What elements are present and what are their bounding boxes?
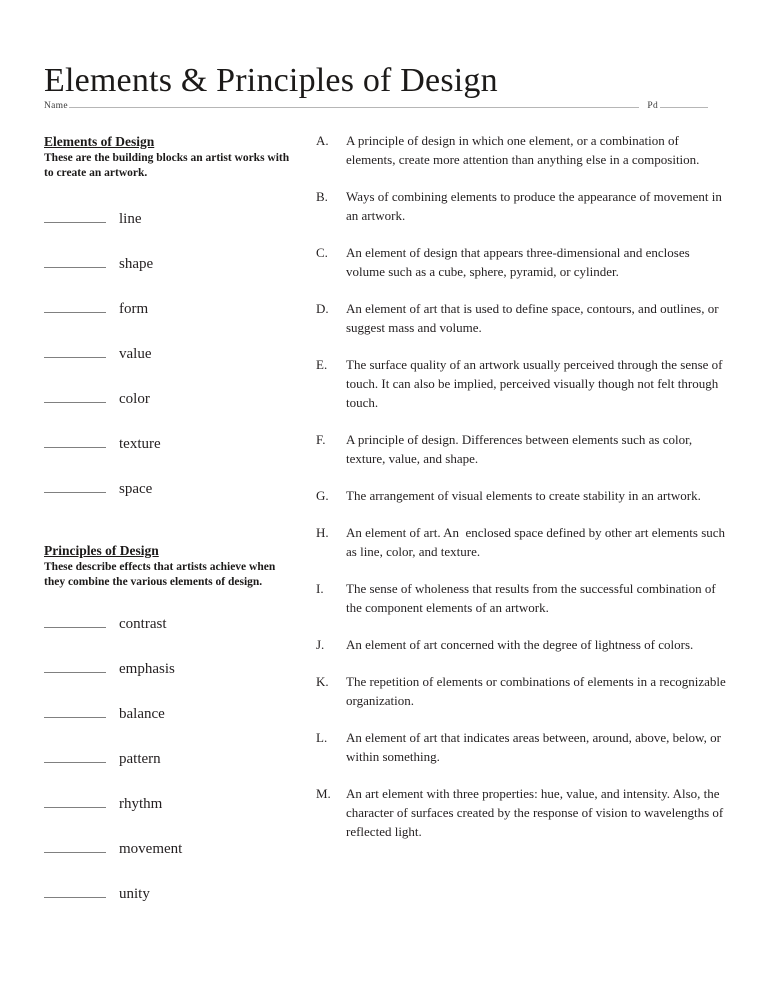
principle-term-label: pattern: [119, 751, 161, 767]
element-term-answer-blank[interactable]: [44, 389, 106, 403]
definition-item: [316, 299, 726, 337]
principles-section: [44, 542, 296, 929]
principle-term-answer-blank[interactable]: [44, 704, 106, 718]
principle-term-label: emphasis: [119, 661, 175, 677]
definition-item: [316, 579, 726, 617]
definition-item: [316, 430, 726, 468]
definition-letter: B.: [316, 189, 328, 204]
element-term-row: [44, 479, 296, 524]
element-term-answer-blank[interactable]: [44, 434, 106, 448]
definition-letter: L.: [316, 730, 328, 745]
definition-text: An element of art that indicates areas between, around, above, below, or within something.: [346, 730, 725, 764]
name-label: Name: [44, 101, 68, 111]
definition-item: [316, 728, 726, 766]
definition-item: [316, 187, 726, 225]
principle-term-label: contrast: [119, 616, 167, 632]
element-term-answer-blank[interactable]: [44, 344, 106, 358]
principle-term-answer-blank[interactable]: [44, 614, 106, 628]
definition-text: An element of art concerned with the degree of lightness of colors.: [346, 637, 694, 652]
definition-letter: K.: [316, 674, 329, 689]
definition-letter: G.: [316, 488, 329, 503]
element-term-label: line: [119, 211, 142, 227]
definition-letter: I.: [316, 581, 324, 596]
definition-text: An element of art that is used to define space, contours, and outlines, or suggest mass and volume.: [346, 301, 722, 335]
period-label: Pd: [647, 101, 658, 111]
definition-text: The sense of wholeness that results from the successful combination of the component elements of an artwork.: [346, 581, 719, 615]
element-term-row: [44, 254, 296, 299]
element-term-label: form: [119, 301, 149, 317]
definition-text: The surface quality of an artwork usually perceived through the sense of touch. It can also be implied, perceived visually though not felt through touch.: [346, 357, 726, 410]
definition-item: [316, 486, 726, 505]
definition-item: [316, 131, 726, 169]
principles-description: These describe effects that artists achieve when they combine the various elements of design.: [44, 561, 276, 588]
element-term-answer-blank[interactable]: [44, 209, 106, 223]
element-term-answer-blank[interactable]: [44, 299, 106, 313]
principle-term-label: movement: [119, 841, 183, 857]
element-term-row: [44, 209, 296, 254]
element-term-row: [44, 389, 296, 434]
definition-text: A principle of design. Differences between elements such as color, texture, value, and shape.: [346, 432, 696, 466]
definition-text: The repetition of elements or combinations of elements in a recognizable organization.: [346, 674, 730, 708]
definitions-column: [316, 131, 730, 859]
definition-text: An art element with three properties: hue, value, and intensity. Also, the character of surfaces created by the response of vision to wavelengths of reflected light.: [346, 786, 727, 839]
definition-letter: H.: [316, 525, 329, 540]
principle-term-label: unity: [119, 886, 150, 902]
name-input-line[interactable]: [69, 96, 639, 108]
elements-section: [44, 133, 296, 524]
principles-term-list: [44, 614, 296, 929]
definition-item: [316, 523, 729, 561]
elements-description: These are the building blocks an artist works with to create an artwork.: [44, 152, 290, 179]
definition-item: [316, 635, 726, 654]
element-term-label: shape: [119, 256, 154, 272]
definition-letter: C.: [316, 245, 328, 260]
elements-heading: Elements of Design: [44, 134, 155, 149]
definition-text: A principle of design in which one element, or a combination of elements, create more attention than anything else in a composition.: [346, 133, 700, 167]
definition-text: An element of design that appears three-dimensional and encloses volume such as a cube, sphere, pyramid, or cylinder.: [346, 245, 693, 279]
element-term-label: space: [119, 481, 153, 497]
principle-term-row: [44, 659, 296, 704]
definition-letter: A.: [316, 133, 329, 148]
principle-term-answer-blank[interactable]: [44, 749, 106, 763]
principle-term-row: [44, 704, 296, 749]
elements-term-list: [44, 209, 296, 524]
principle-term-label: rhythm: [119, 796, 163, 812]
definition-letter: E.: [316, 357, 328, 372]
definition-item: [316, 243, 726, 281]
principle-term-answer-blank[interactable]: [44, 794, 106, 808]
definition-text: The arrangement of visual elements to create stability in an artwork.: [346, 488, 701, 503]
definition-letter: J.: [316, 637, 325, 652]
principle-term-row: [44, 749, 296, 794]
terms-column: [44, 133, 296, 929]
student-info-row: [44, 96, 708, 114]
definition-letter: M.: [316, 786, 331, 801]
element-term-row: [44, 434, 296, 479]
definition-text: Ways of combining elements to produce the appearance of movement in an artwork.: [346, 189, 726, 223]
definitions-list: [316, 131, 730, 841]
element-term-label: value: [119, 346, 152, 362]
principle-term-answer-blank[interactable]: [44, 839, 106, 853]
principle-term-row: [44, 614, 296, 659]
element-term-answer-blank[interactable]: [44, 254, 106, 268]
definition-text: An element of art. An enclosed space defined by other art elements such as line, color, and texture.: [346, 525, 729, 559]
element-term-row: [44, 344, 296, 389]
principle-term-answer-blank[interactable]: [44, 659, 106, 673]
element-term-answer-blank[interactable]: [44, 479, 106, 493]
principle-term-row: [44, 884, 296, 929]
definition-item: [316, 784, 726, 841]
principle-term-answer-blank[interactable]: [44, 884, 106, 898]
element-term-label: texture: [119, 436, 161, 452]
definition-item: [316, 672, 730, 710]
principle-term-label: balance: [119, 706, 165, 722]
page-title: Elements & Principles of Design: [44, 61, 498, 99]
principle-term-row: [44, 794, 296, 839]
definition-letter: D.: [316, 301, 329, 316]
element-term-label: color: [119, 391, 150, 407]
definition-letter: F.: [316, 432, 326, 447]
principles-heading: Principles of Design: [44, 543, 159, 558]
element-term-row: [44, 299, 296, 344]
period-input-line[interactable]: [660, 96, 708, 108]
principle-term-row: [44, 839, 296, 884]
definition-item: [316, 355, 726, 412]
